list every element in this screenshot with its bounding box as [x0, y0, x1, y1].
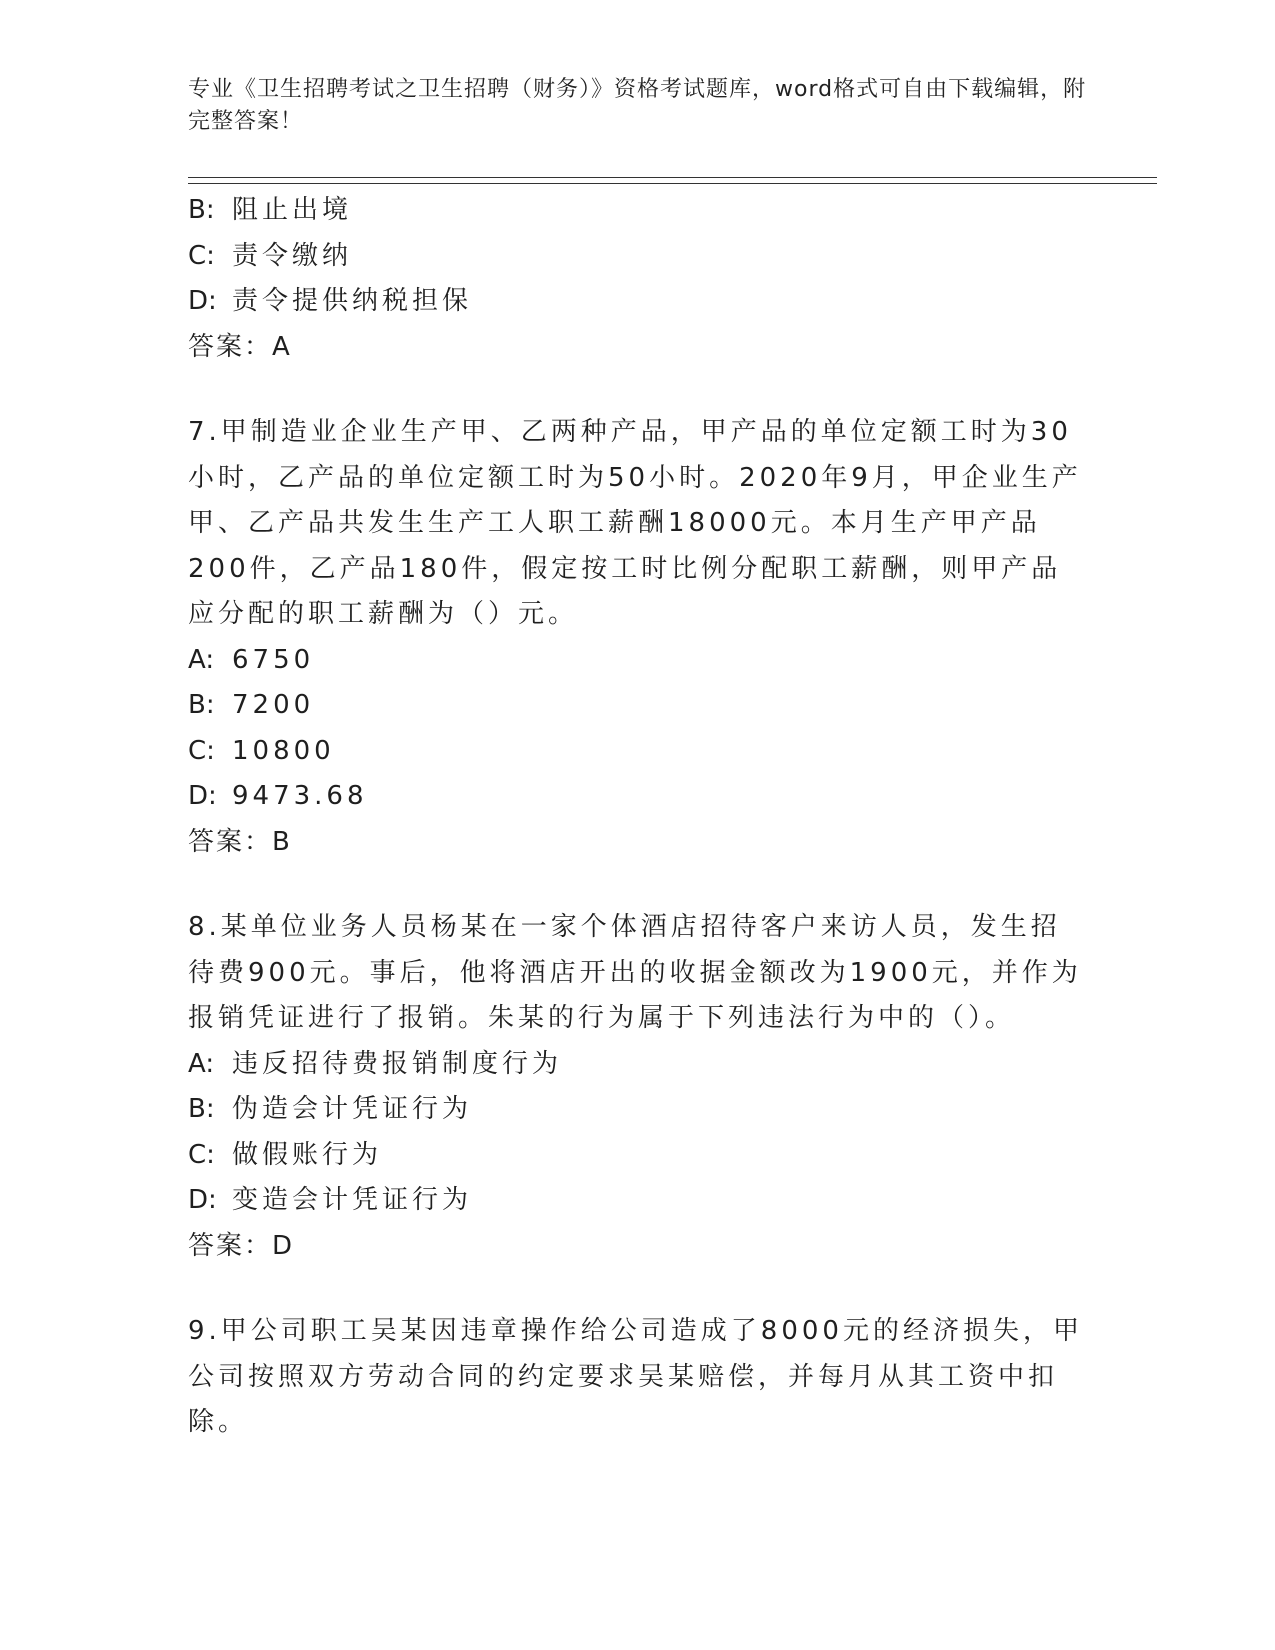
option-key: D:: [188, 1185, 217, 1215]
question-text: 8.某单位业务人员杨某在一家个体酒店招待客户来访人员，发生招待费900元。事后，他将酒店开出的收据金额改为1900元，并作为报销凭证进行了报销。朱某的行为属于下列违法行为中的（）。: [188, 912, 1082, 1033]
option-text: 伪造会计凭证行为: [232, 1094, 473, 1124]
option-key: C:: [188, 240, 215, 271]
answer-line: 答案：A: [188, 331, 292, 362]
question-8-block: [188, 905, 1088, 1269]
option-row: [188, 1087, 1088, 1133]
question-9-block: [188, 1309, 1088, 1446]
option-row: [188, 1042, 1088, 1088]
option-key: B:: [188, 690, 215, 720]
option-text: 7200: [232, 690, 315, 720]
document-content: [188, 188, 1088, 1446]
option-key: C:: [188, 1139, 215, 1170]
option-row: [188, 683, 1088, 729]
option-text: 6750: [232, 644, 315, 675]
option-row: [188, 774, 1088, 820]
answer-line: 答案：B: [188, 826, 292, 857]
spacer: [188, 370, 1088, 410]
answer-line: 答案：D: [188, 1230, 295, 1261]
option-text: 责令缴纳: [232, 240, 353, 271]
option-row: [188, 1133, 1088, 1179]
option-key: A:: [188, 644, 215, 675]
option-text: 违反招待费报销制度行为: [232, 1048, 563, 1079]
option-text: 阻止出境: [232, 195, 353, 225]
option-row: [188, 729, 1088, 775]
header-rule: [188, 177, 1157, 184]
option-text: 10800: [232, 735, 335, 766]
option-text: 变造会计凭证行为: [232, 1185, 473, 1215]
option-key: A:: [188, 1048, 215, 1079]
option-key: D:: [188, 286, 217, 316]
question-text: 7.甲制造业企业生产甲、乙两种产品，甲产品的单位定额工时为30小时，乙产品的单位定额工时为50小时。2020年9月，甲企业生产甲、乙产品共发生生产工人职工薪酬18000元。本月生产甲产品200件，乙产品180件，假定按工时比例分配职工薪酬，则甲产品应分配的职工薪酬为（）元。: [188, 417, 1082, 629]
spacer: [188, 865, 1088, 905]
spacer: [188, 1269, 1088, 1309]
option-row: [188, 638, 1088, 684]
option-text: 做假账行为: [232, 1139, 383, 1170]
option-text: 责令提供纳税担保: [232, 286, 473, 316]
option-key: D:: [188, 781, 217, 811]
option-row: [188, 188, 1088, 234]
option-row: [188, 1178, 1088, 1224]
option-row: [188, 279, 1088, 325]
option-text: 9473.68: [232, 781, 368, 811]
question-6-block: [188, 188, 1088, 370]
question-7-block: [188, 410, 1088, 865]
option-key: B:: [188, 1094, 215, 1124]
option-key: C:: [188, 735, 215, 766]
option-key: B:: [188, 195, 215, 225]
page-header: 专业《卫生招聘考试之卫生招聘（财务）》资格考试题库，word格式可自由下载编辑，附完整答案！: [188, 77, 1087, 134]
option-row: [188, 234, 1088, 280]
question-text: 9.甲公司职工吴某因违章操作给公司造成了8000元的经济损失，甲公司按照双方劳动合同的约定要求吴某赔偿，并每月从其工资中扣除。: [188, 1316, 1083, 1437]
